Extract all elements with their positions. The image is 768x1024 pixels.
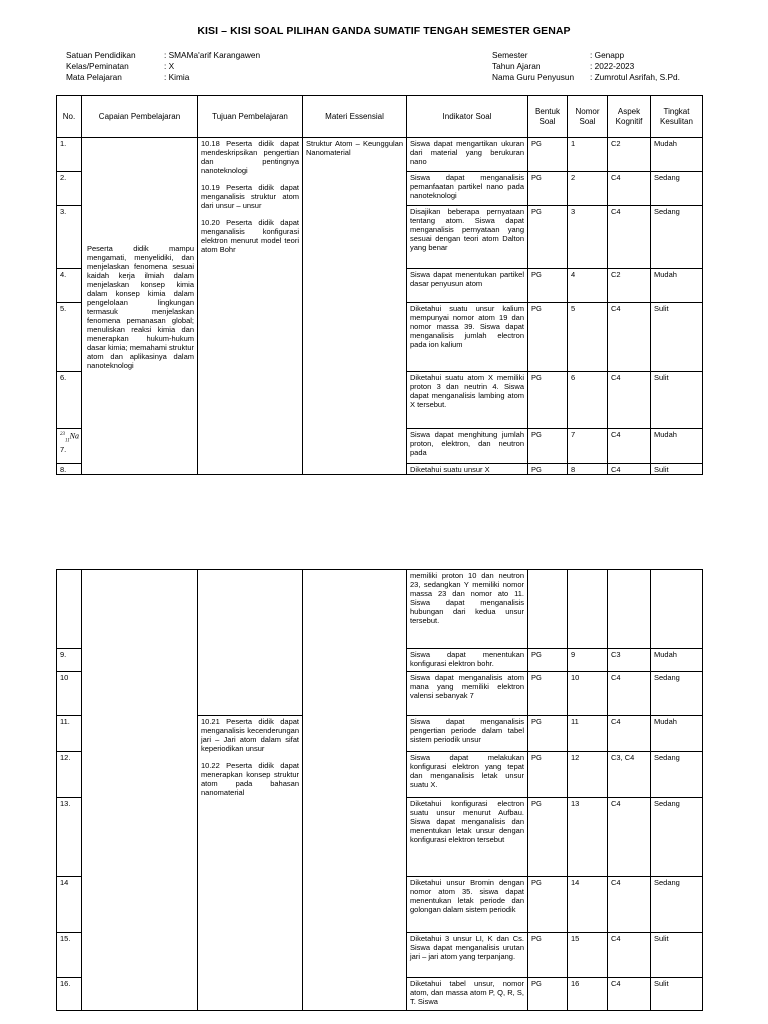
document-title: KISI – KISI SOAL PILIHAN GANDA SUMATIF TENGAH SEMESTER GENAP [197,25,571,37]
cell-materi [303,138,407,475]
cell-tingkat: Mudah [651,269,703,303]
info-label: Semester [492,50,528,60]
cell-tingkat: Sedang [651,877,703,933]
cell-nomor: 10 [568,672,608,716]
cell-tingkat: Mudah [651,716,703,752]
cell-bentuk: PG [528,138,568,172]
col-header-tingkat: Tingkat Kesulitan [651,96,703,138]
info-label: Tahun Ajaran [492,61,541,71]
kisi-table-page-1 [56,95,703,475]
cell-indikator: Siswa dapat menganalisis pemanfaatan partikel nano pada nanoteknologi [407,172,528,206]
cell-bentuk: PG [528,464,568,475]
cell-nomor [568,570,608,649]
cell-no: 1. [57,138,82,172]
cell-indikator: Siswa dapat menganalisis atom mana yang memiliki elektron valensi sebanyak 7 [407,672,528,716]
cell-tingkat: Sulit [651,978,703,1011]
cell-nomor: 14 [568,877,608,933]
cell-bentuk: PG [528,269,568,303]
materi-text: Struktur Atom – Keunggulan Nanomaterial [306,139,403,157]
cell-no: 9. [57,649,82,672]
info-label: Kelas/Peminatan [66,61,129,71]
cell-nomor: 6 [568,372,608,429]
cell-bentuk: PG [528,933,568,978]
symbol-mass: 23 [60,432,65,437]
cell-no: 16. [57,978,82,1011]
cell-indikator: Siswa dapat menganalisis pengertian periode dalam tabel sistem periodik unsur [407,716,528,752]
cell-nomor: 2 [568,172,608,206]
cell-nomor: 11 [568,716,608,752]
cell-no: 15. [57,933,82,978]
info-value: : 2022-2023 [590,61,635,71]
cell-aspek: C2 [608,138,651,172]
cell-tingkat: Sulit [651,303,703,372]
cell-nomor: 1 [568,138,608,172]
info-value: : SMAMa'arif Karangawen [164,50,261,60]
cell-aspek: C4 [608,429,651,464]
cell-bentuk: PG [528,172,568,206]
cell-bentuk: PG [528,716,568,752]
cell-tingkat: Sulit [651,372,703,429]
cell-aspek: C3, C4 [608,752,651,798]
cell-tingkat: Mudah [651,138,703,172]
cell-indikator: Diketahui unsur Bromin dengan nomor atom 35. siswa dapat menentukan letak periode dan golongan dalam sistem periodik [407,877,528,933]
cell-bentuk: PG [528,372,568,429]
cell-nomor: 13 [568,798,608,877]
cell-aspek: C4 [608,933,651,978]
cell-aspek: C3 [608,649,651,672]
cell-tingkat: Sedang [651,752,703,798]
cell-bentuk: PG [528,303,568,372]
cell-no: 6. [57,372,82,429]
symbol-base: Na [69,431,79,441]
tujuan-item: 10.20 Peserta didik dapat menganalisis konfigurasi elektron menurut model teori atom Bohr [201,218,299,254]
cell-indikator: Diketahui suatu unsur kalium mempunyai nomor atom 19 dan nomor massa 39. Siswa dapat menganalisis jumlah electron pada ion kalium [407,303,528,372]
header-info-right [492,50,680,83]
cell-nomor: 9 [568,649,608,672]
cell-aspek: C4 [608,303,651,372]
cell-capaian [82,570,198,1011]
header-info-left [66,50,260,83]
cell-tingkat: Sedang [651,672,703,716]
cell-no: 14 [57,877,82,933]
cell-indikator: Diketahui konfigurasi electron suatu unsur menurut Aufbau. Siswa dapat menganalisis dan menentukan letak unsur dengan konfigurasi elektron tersebut [407,798,528,877]
cell-aspek: C4 [608,464,651,475]
cell-bentuk: PG [528,798,568,877]
info-row-kelas [66,61,260,72]
cell-aspek: C4 [608,716,651,752]
info-row-guru [492,72,680,83]
table-row [57,138,703,172]
info-row-tahun [492,61,680,72]
col-header-no: No. [57,96,82,138]
capaian-text: Peserta didik mampu mengamati, menyelidiki, dan menjelaskan fenomena sesuai kaidah kerja ilmiah dalam menjelaskan konsep kimia dalam konsep kimia dalam pengelolaan lingkungan termasuk menjelaskan fenomena pemanasan global; menuliskan reaksi kimia dan menerapkan hukum-hukum dasar kimia; memahami struktur atom dan aplikasinya dalam nanoteknologi [87,243,194,370]
cell-bentuk: PG [528,752,568,798]
tujuan-item: 10.22 Peserta didik dapat menerapkan konsep struktur atom pada bahasan nanomaterial [201,761,299,797]
cell-tingkat: Sedang [651,206,703,269]
cell-nomor: 4 [568,269,608,303]
cell-indikator: Siswa dapat melakukan konfigurasi elektron yang tepat dan menganalisis letak unsur suatu X. [407,752,528,798]
cell-nomor: 12 [568,752,608,798]
cell-indikator: Siswa dapat mengartikan ukuran dari material yang berukuran nano [407,138,528,172]
cell-no: 12. [57,752,82,798]
cell-tingkat: Sulit [651,933,703,978]
cell-aspek: C4 [608,206,651,269]
col-header-bentuk: Bentuk Soal [528,96,568,138]
cell-nomor: 3 [568,206,608,269]
cell-nomor: 8 [568,464,608,475]
tujuan-item: 10.21 Peserta didik dapat menganalisis kecenderungan jari – Jari atom dalam sifat keperiodikan unsur [201,717,299,753]
symbol-atomic: 11 [65,438,70,444]
info-row-semester [492,50,680,61]
col-header-indikator: Indikator Soal [407,96,528,138]
cell-indikator: memiliki proton 10 dan neutron 23, sedangkan Y memiliki nomor massa 23 dan nomor ato 11. Siswa dapat menganalisis hubungan dari kedua unsur tersebut. [407,570,528,649]
col-header-aspek: Aspek Kognitif [608,96,651,138]
cell-indikator: Diketahui suatu atom X memiliki proton 3 dan neutrin 4. Siswa dapat menganalisis lambing atom X tersebut. [407,372,528,429]
col-header-nomor: Nomor Soal [568,96,608,138]
cell-no: 8. [57,464,82,475]
cell-no [57,429,82,464]
cell-no: 5. [57,303,82,372]
tujuan-item: 10.18 Peserta didik dapat mendeskripsikan pengertian dan pentingnya nanoteknologi [201,139,299,175]
info-label: Mata Pelajaran [66,72,122,82]
cell-bentuk: PG [528,978,568,1011]
cell-bentuk: PG [528,649,568,672]
cell-no [57,570,82,649]
cell-aspek: C4 [608,172,651,206]
col-header-capaian: Capaian Pembelajaran [82,96,198,138]
cell-bentuk: PG [528,429,568,464]
cell-indikator: Disajikan beberapa pernyataan tentang atom. Siswa dapat menganalisis pernyataan yang sesuai dengan teori atom Dalton yang benar [407,206,528,269]
info-label: Nama Guru Penyusun [492,72,575,82]
info-label: Satuan Pendidikan [66,50,136,60]
cell-nomor: 5 [568,303,608,372]
cell-tingkat: Sulit [651,464,703,475]
sodium-symbol [60,430,78,445]
col-header-tujuan: Tujuan Pembelajaran [198,96,303,138]
tujuan-item: 10.19 Peserta didik dapat menganalisis struktur atom dari unsur – unsur [201,183,299,210]
cell-tujuan [198,716,303,1011]
cell-bentuk [528,570,568,649]
cell-no: 10 [57,672,82,716]
cell-aspek: C4 [608,978,651,1011]
info-row-satuan [66,50,260,61]
cell-materi [303,570,407,1011]
cell-aspek: C4 [608,672,651,716]
info-row-mapel [66,72,260,83]
table-header-row [57,96,703,138]
cell-tingkat [651,570,703,649]
cell-tingkat: Mudah [651,649,703,672]
cell-bentuk: PG [528,877,568,933]
row-number: 7. [60,445,67,455]
cell-indikator: Siswa dapat menghitung jumlah proton, elektron, dan neutron pada [407,429,528,464]
info-value: : Genapp [590,50,625,60]
info-value: : Zumrotul Asrifah, S.Pd. [590,72,680,82]
cell-aspek: C4 [608,372,651,429]
cell-no: 2. [57,172,82,206]
cell-aspek [608,570,651,649]
cell-tujuan [198,138,303,475]
info-value: : X [164,61,175,71]
cell-indikator: Diketahui tabel unsur, nomor atom, dan massa atom P, Q, R, S, T. Siswa [407,978,528,1011]
table-row-continuation [57,570,703,649]
col-header-materi: Materi Essensial [303,96,407,138]
cell-tujuan [198,570,303,716]
cell-aspek: C2 [608,269,651,303]
cell-tingkat: Sedang [651,172,703,206]
cell-no: 4. [57,269,82,303]
cell-bentuk: PG [528,672,568,716]
cell-no: 11. [57,716,82,752]
cell-aspek: C4 [608,798,651,877]
info-value: : Kimia [164,72,190,82]
cell-indikator: Diketahui suatu unsur X [407,464,528,475]
cell-nomor: 7 [568,429,608,464]
cell-capaian [82,138,198,475]
cell-indikator: Siswa dapat menentukan partikel dasar penyusun atom [407,269,528,303]
cell-tingkat: Mudah [651,429,703,464]
kisi-table-page-2 [56,569,703,1011]
cell-indikator: Siswa dapat menentukan konfigurasi elektron bohr. [407,649,528,672]
cell-no: 3. [57,206,82,269]
cell-bentuk: PG [528,206,568,269]
cell-indikator: Diketahui 3 unsur LI, K dan Cs. Siswa dapat menganalisis urutan jari – jari atom yang terpanjang. [407,933,528,978]
cell-nomor: 16 [568,978,608,1011]
cell-aspek: C4 [608,877,651,933]
cell-nomor: 15 [568,933,608,978]
cell-tingkat: Sedang [651,798,703,877]
cell-no: 13. [57,798,82,877]
